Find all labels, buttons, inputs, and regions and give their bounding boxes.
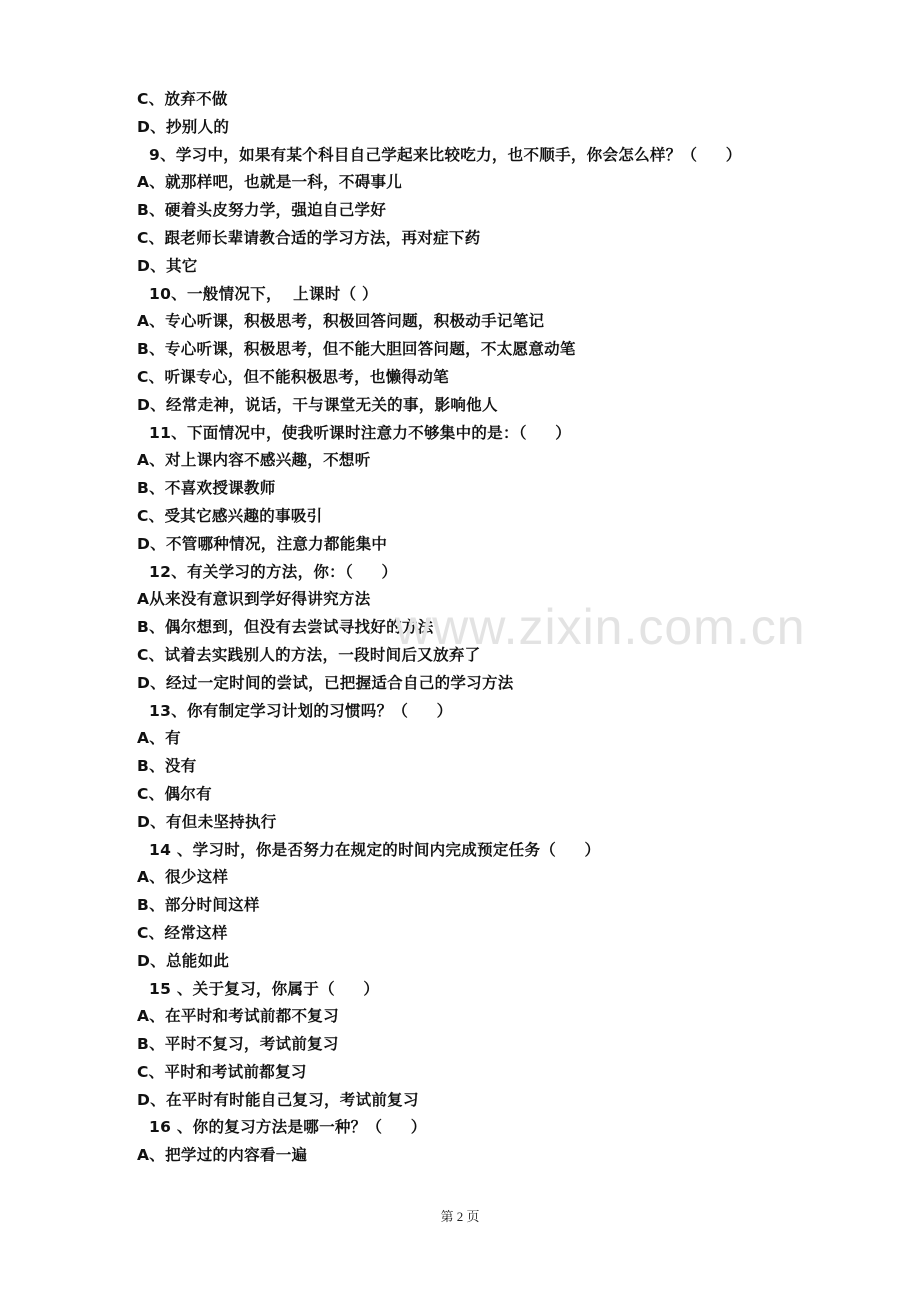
question-text: 16 、你的复习方法是哪一种？（ ） bbox=[149, 1118, 427, 1137]
answer-option: C、听课专心，但不能积极思考，也懒得动笔 bbox=[137, 367, 449, 386]
answer-option: A、有 bbox=[137, 729, 181, 748]
question-text: 12、有关学习的方法，你：（ ） bbox=[149, 562, 398, 581]
answer-option: A、对上课内容不感兴趣，不想听 bbox=[137, 451, 371, 470]
question-text: 15 、关于复习，你属于（ ） bbox=[149, 979, 380, 998]
answer-option: B、不喜欢授课教师 bbox=[137, 479, 276, 498]
answer-option: C、放弃不做 bbox=[137, 90, 228, 108]
answer-option: B、没有 bbox=[137, 757, 197, 776]
page-number: 第 2 页 bbox=[440, 1209, 480, 1224]
answer-option: C、经常这样 bbox=[137, 923, 228, 942]
answer-option: A从来没有意识到学好得讲究方法 bbox=[137, 590, 371, 609]
question-text: 10、一般情况下， 上课时（ ） bbox=[149, 284, 378, 303]
question-text: 14 、学习时，你是否努力在规定的时间内完成预定任务（ ） bbox=[149, 840, 601, 859]
question-text: 11、下面情况中，使我听课时注意力不够集中的是：（ ） bbox=[149, 423, 572, 442]
question-text: 9、学习中，如果有某个科目自己学起来比较吃力，也不顺手，你会怎么样？（ ） bbox=[149, 145, 742, 164]
answer-option: D、总能如此 bbox=[137, 951, 230, 970]
answer-option: D、在平时有时能自己复习，考试前复习 bbox=[137, 1090, 419, 1109]
answer-option: C、受其它感兴趣的事吸引 bbox=[137, 506, 323, 525]
answer-option: C、试着去实践别人的方法，一段时间后又放弃了 bbox=[137, 645, 481, 664]
answer-option: A、在平时和考试前都不复习 bbox=[137, 1007, 339, 1026]
answer-option: D、有但未坚持执行 bbox=[137, 812, 277, 831]
watermark: www.zixin.com.cn bbox=[395, 599, 806, 655]
answer-option: C、平时和考试前都复习 bbox=[137, 1062, 307, 1081]
answer-option: A、很少这样 bbox=[137, 868, 229, 887]
answer-option: B、平时不复习，考试前复习 bbox=[137, 1035, 339, 1054]
answer-option: A、把学过的内容看一遍 bbox=[137, 1146, 308, 1165]
answer-option: D、不管哪种情况，注意力都能集中 bbox=[137, 534, 388, 553]
answer-option: B、偶尔想到，但没有去尝试寻找好的方法 bbox=[137, 618, 434, 637]
answer-option: A、专心听课，积极思考，积极回答问题，积极动手记笔记 bbox=[137, 312, 545, 331]
answer-option: C、偶尔有 bbox=[137, 784, 212, 803]
question-text: 13、你有制定学习计划的习惯吗？（ ） bbox=[149, 701, 453, 720]
answer-option: D、其它 bbox=[137, 256, 198, 275]
answer-option: B、专心听课，积极思考，但不能大胆回答问题，不太愿意动笔 bbox=[137, 340, 576, 359]
answer-option: C、跟老师长辈请教合适的学习方法，再对症下药 bbox=[137, 228, 481, 247]
answer-option: D、经常走神，说话，干与课堂无关的事，影响他人 bbox=[137, 395, 498, 414]
answer-option: D、抄别人的 bbox=[137, 117, 230, 136]
answer-option: B、硬着头皮努力学，强迫自己学好 bbox=[137, 201, 387, 220]
answer-option: D、经过一定时间的尝试，已把握适合自己的学习方法 bbox=[137, 673, 514, 692]
answer-option: A、就那样吧，也就是一科，不碍事儿 bbox=[137, 173, 403, 192]
answer-option: B、部分时间这样 bbox=[137, 896, 260, 915]
